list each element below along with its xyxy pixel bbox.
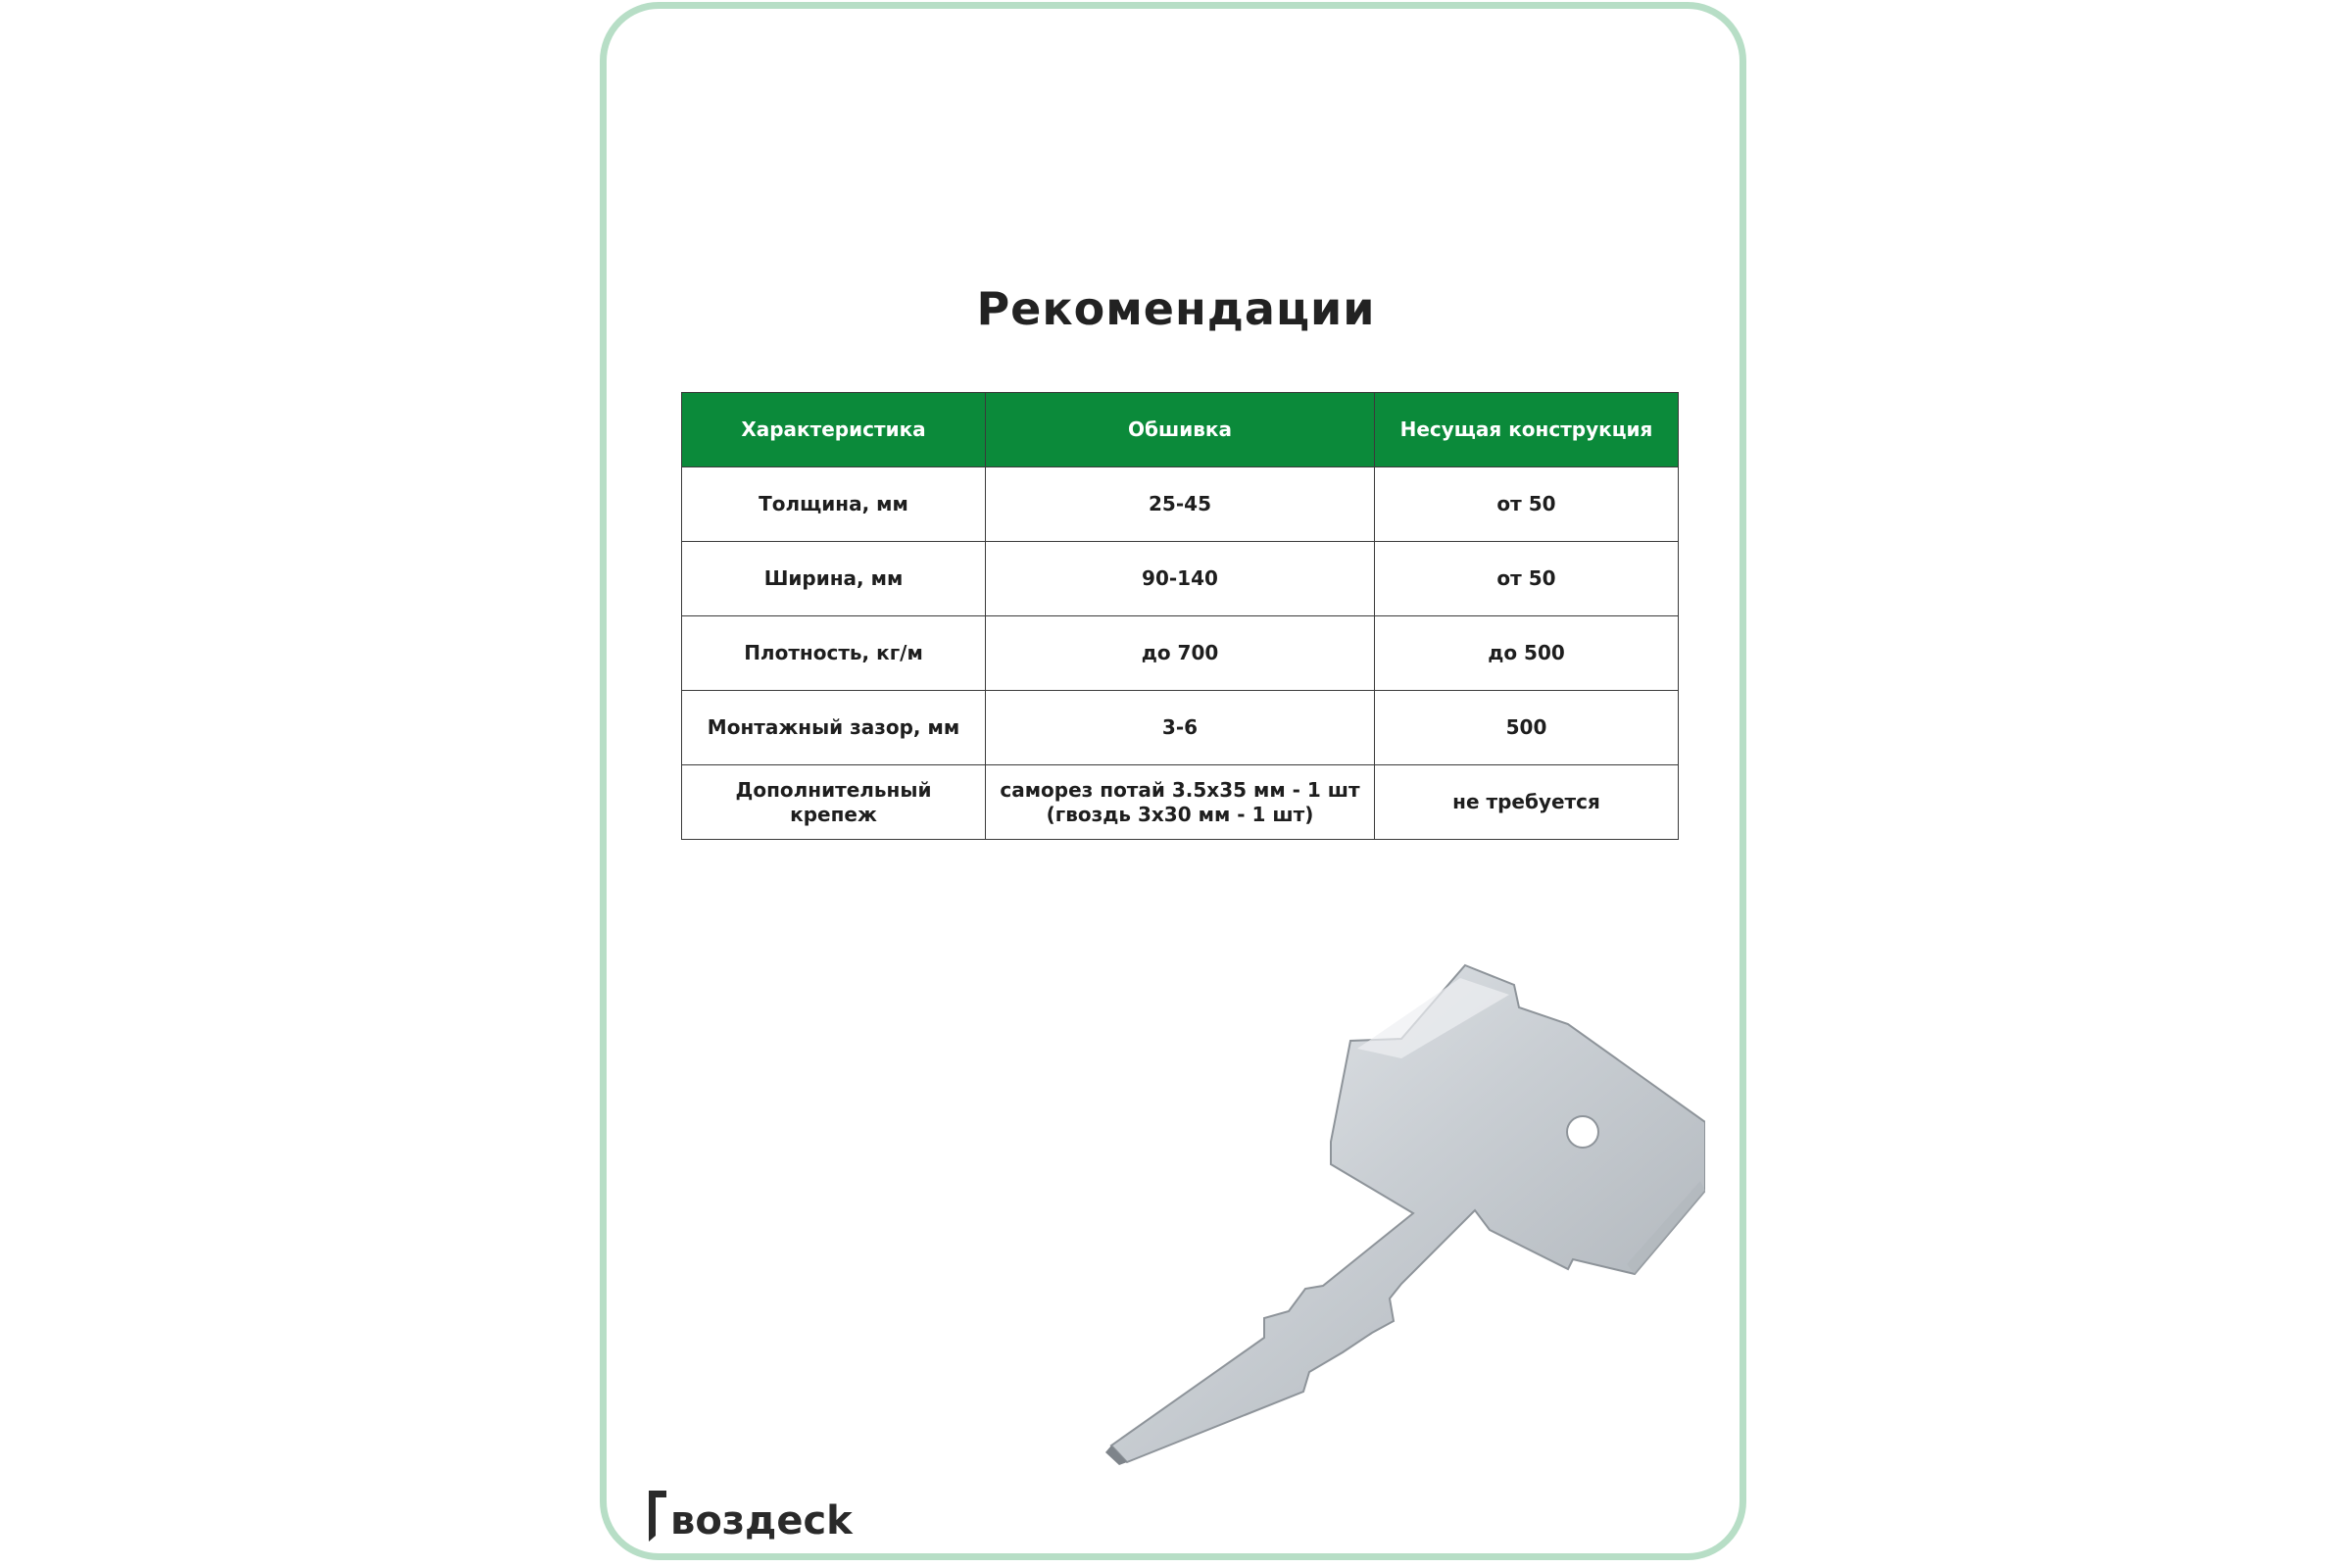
- table-row: [682, 467, 1679, 542]
- brand-logo: [647, 1475, 853, 1544]
- table-cell: Плотность, кг/м: [682, 616, 986, 691]
- table-cell: 500: [1375, 691, 1679, 765]
- header-cladding: Обшивка: [986, 393, 1375, 467]
- table-cell: 90-140: [986, 542, 1375, 616]
- fastener-hole: [1567, 1116, 1598, 1148]
- table-cell: Монтажный зазор, мм: [682, 691, 986, 765]
- table-cell: от 50: [1375, 542, 1679, 616]
- table-cell: 3-6: [986, 691, 1375, 765]
- header-load-bearing: Несущая конструкция: [1375, 393, 1679, 467]
- page-title: Рекомендации: [976, 282, 1376, 335]
- table-cell: от 50: [1375, 467, 1679, 542]
- table-header-row: [682, 393, 1679, 467]
- table-cell: до 500: [1375, 616, 1679, 691]
- table-cell: 25-45: [986, 467, 1375, 542]
- table-cell: не требуется: [1375, 765, 1679, 840]
- table-cell: Толщина, мм: [682, 467, 986, 542]
- table-row: [682, 691, 1679, 765]
- logo-mark-icon: [647, 1487, 666, 1544]
- table-cell: Ширина, мм: [682, 542, 986, 616]
- recommendations-table: [681, 392, 1679, 840]
- header-characteristic: Характеристика: [682, 393, 986, 467]
- table-cell: саморез потай 3.5х35 мм - 1 шт (гвоздь 3х30 мм - 1 шт): [986, 765, 1375, 840]
- table-row: [682, 765, 1679, 840]
- logo-text: воздеck: [670, 1498, 853, 1544]
- table-row: [682, 542, 1679, 616]
- table-cell: до 700: [986, 616, 1375, 691]
- fastener-image: [1078, 951, 1705, 1490]
- table-cell: Дополнительный крепеж: [682, 765, 986, 840]
- table-row: [682, 616, 1679, 691]
